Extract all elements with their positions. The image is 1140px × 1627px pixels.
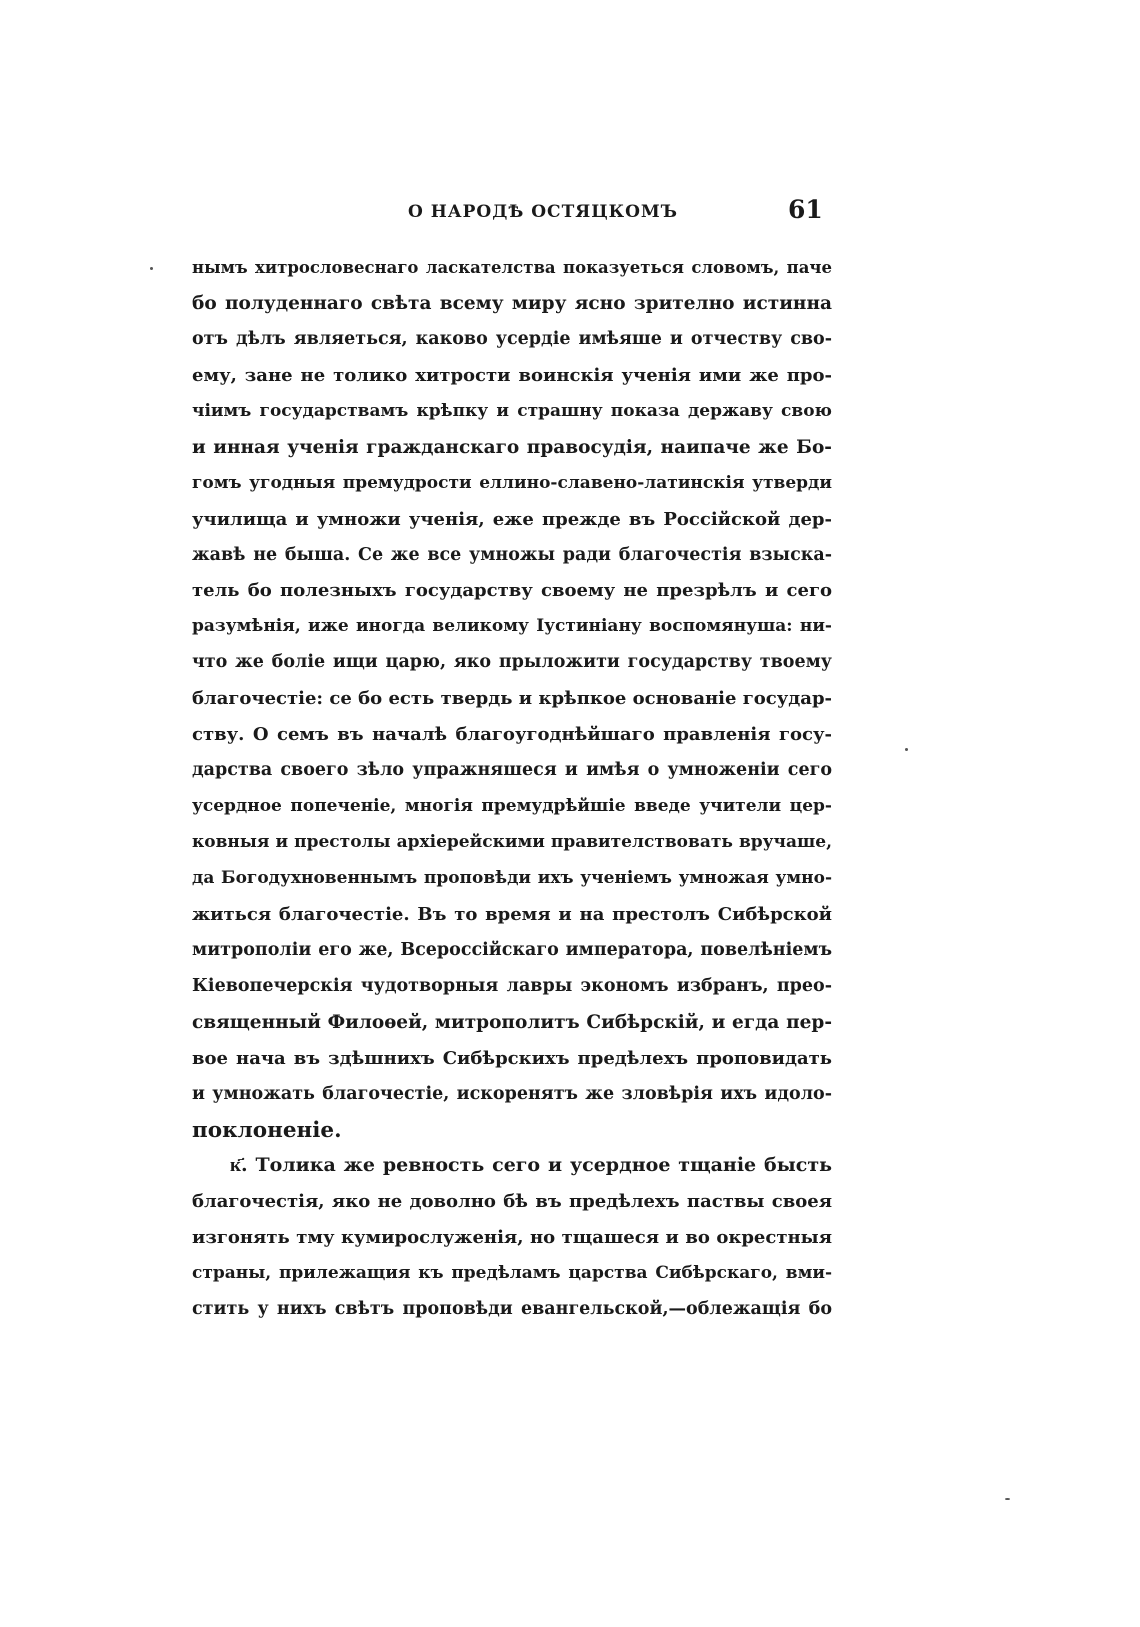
text-line: вое нача въ здѣшнихъ Сибѣрскихъ предѣлехъ проповидать bbox=[192, 1047, 832, 1069]
scan-speck bbox=[905, 748, 908, 751]
text-line: тель бо полезныхъ государству своему не презрѣлъ и сего bbox=[192, 580, 832, 602]
text-line: благочестія, яко не доволно бѣ въ предѣлехъ паствы своея bbox=[192, 1191, 832, 1213]
text-line: изгонять тму кумирослуженія, но тщашеся и во окрестныя bbox=[192, 1227, 832, 1249]
paragraph-1 bbox=[192, 250, 832, 1148]
page-number: 61 bbox=[788, 195, 823, 224]
paragraph-2 bbox=[192, 1148, 832, 1328]
text-line: гомъ угодныя премудрости еллино-славено-латинскія утверди bbox=[192, 472, 832, 493]
text-line: отъ дѣлъ являеться, каково усердіе имѣяше и отчеству сво- bbox=[192, 328, 832, 349]
text-line: ему, зане не толико хитрости воинскія ученія ими же про- bbox=[192, 364, 832, 386]
scan-speck bbox=[150, 267, 153, 270]
text-line: разумѣнія, иже иногда великому Іустиніану воспомянуша: ни- bbox=[192, 616, 832, 637]
text-line: чіимъ государствамъ крѣпку и страшну показа державу свою bbox=[192, 400, 832, 421]
text-line: нымъ хитрословеснаго ласкателства показуеться словомъ, паче bbox=[192, 258, 832, 277]
text-line: жавѣ не быша. Се же все умножы ради благочестія взыска- bbox=[192, 544, 832, 565]
text-line: митрополіи его же, Всероссійскаго императора, повелѣніемъ bbox=[192, 939, 832, 960]
text-line: страны, прилежащия къ предѣламъ царства Сибѣрскаго, вми- bbox=[192, 1263, 832, 1284]
text-line: Кіевопечерскія чудотворныя лавры экономъ избранъ, прео- bbox=[192, 975, 832, 996]
text-line: и умножать благочестіе, искоренятъ же зловѣрія ихъ идоло- bbox=[192, 1083, 832, 1104]
text-line: стить у нихъ свѣтъ проповѣди евангельской,—облежащія бо bbox=[192, 1299, 832, 1320]
text-line: да Богодухновеннымъ проповѣди ихъ ученіемъ умножая умно- bbox=[192, 867, 832, 888]
running-title: О НАРОДѢ ОСТЯЦКОМЪ bbox=[408, 202, 678, 222]
text-block bbox=[192, 250, 832, 1328]
text-line: что же боліе ищи царю, яко прыложити государству твоему bbox=[192, 652, 832, 673]
text-line: житься благочестіе. Въ то время и на престолъ Сибѣрской bbox=[192, 903, 832, 925]
text-line: усердное попеченіе, многія премудрѣйшіе введе учители цер- bbox=[192, 796, 832, 817]
text-line: бо полуденнаго свѣта всему миру ясно зрително истинна bbox=[192, 292, 832, 314]
text-line: ковныя и престолы архіерейскими правителствовать вручаше, bbox=[192, 832, 832, 852]
scan-speck bbox=[1005, 1498, 1010, 1500]
text-line: к҃. Толика же ревность сего и усердное тщаніе бысть bbox=[230, 1154, 832, 1177]
text-line: дарства своего зѣло упражняшеся и имѣя о умноженіи сего bbox=[192, 760, 832, 781]
text-line: ству. О семъ въ началѣ благоугоднѣйшаго правленія госу- bbox=[192, 724, 832, 746]
text-line: благочестіе: се бо есть твердь и крѣпкое основаніе государ- bbox=[192, 688, 832, 710]
text-line: училища и умножи ученія, еже прежде въ Россійской дер- bbox=[192, 508, 832, 530]
text-line: священный Филоѳей, митрополитъ Сибѣрскій, и егда пер- bbox=[192, 1011, 832, 1033]
text-line: поклоненіе. bbox=[192, 1117, 342, 1143]
text-line: и инная ученія гражданскаго правосудія, наипаче же Бо- bbox=[192, 436, 832, 458]
